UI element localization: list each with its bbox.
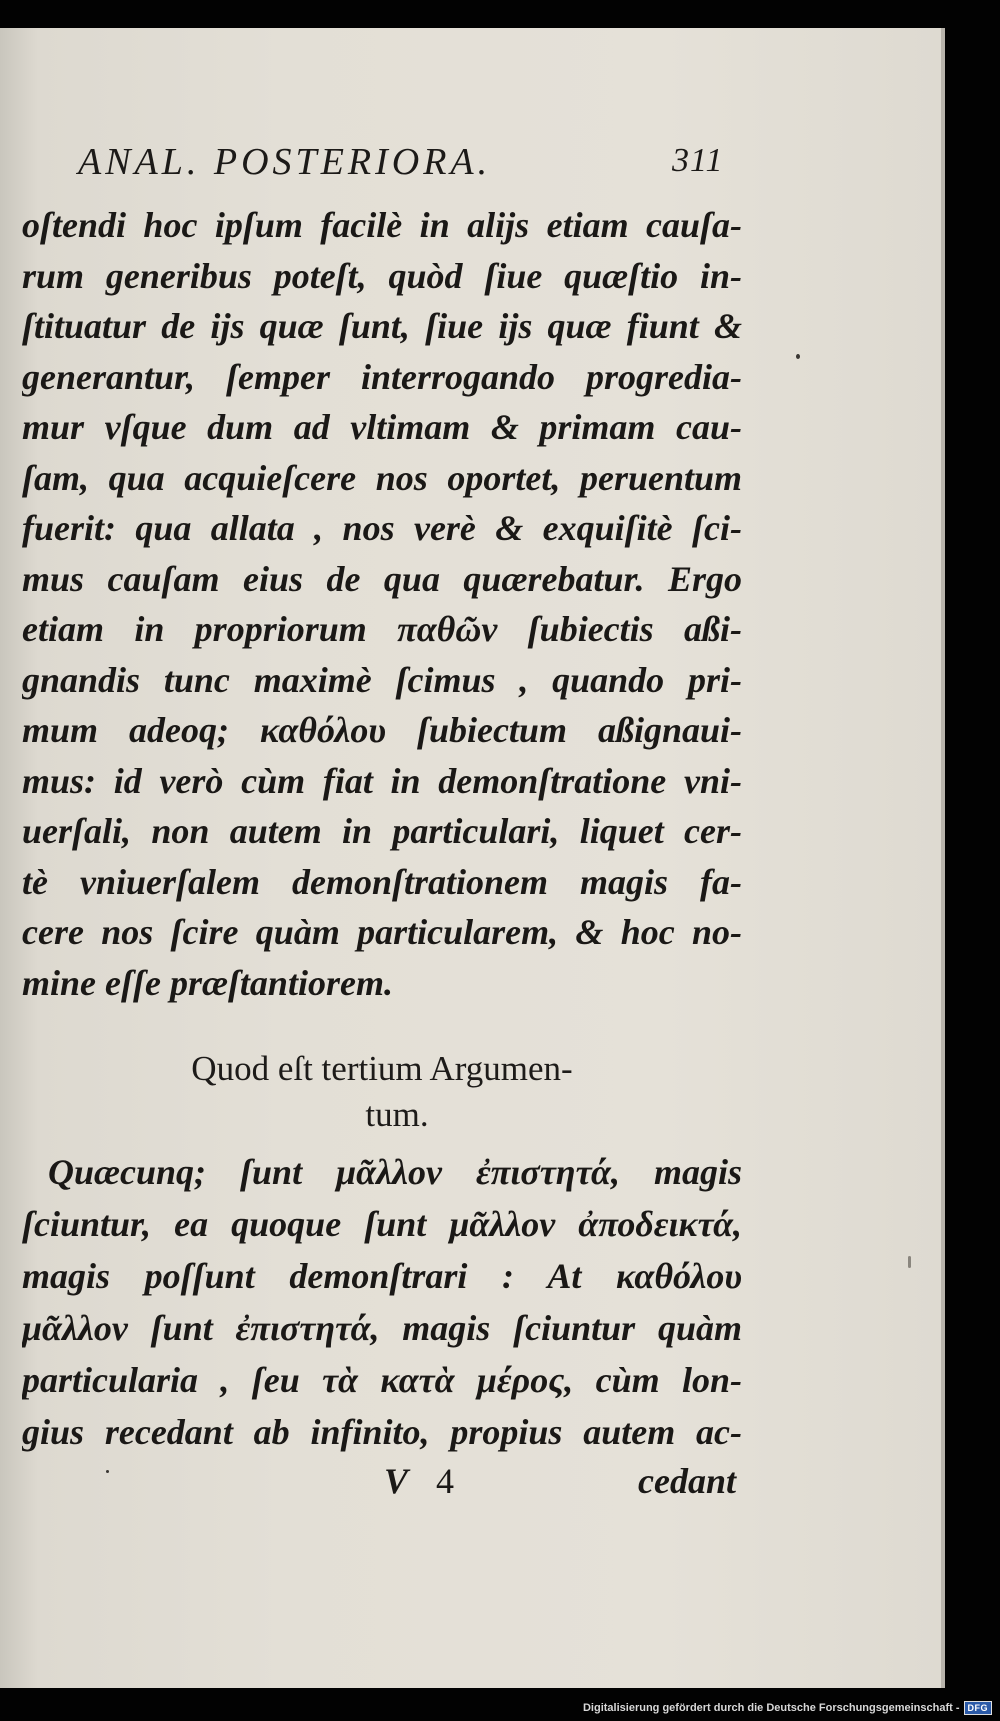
credit-text: Digitalisierung gefördert durch die Deutsche Forschungsgemeinschaft - <box>582 1702 960 1714</box>
signature-letter: V <box>384 1461 409 1501</box>
text-line: particularia , ſeu τὰ κατὰ μέρος, cùm lon- <box>22 1360 742 1400</box>
text-line: rum generibus poteſt, quòd ſiue quæſtio in- <box>22 255 742 296</box>
running-head-title: ANAL. POSTERIORA. <box>78 141 492 183</box>
text-line: ſtituatur de ijs quæ ſunt, ſiue ijs quæ fiunt & <box>22 306 742 346</box>
text-line: gius recedant ab infinito, propius autem ac- <box>22 1412 742 1452</box>
text-line: cere nos ſcire quàm particularem, & hoc no- <box>22 912 742 952</box>
text-line: Quæcunq; ſunt μᾶλλον ἐπιστητά, magis <box>48 1152 742 1192</box>
text-line: mur vſque dum ad vltimam & primam cau- <box>22 407 742 447</box>
catchword: cedant <box>638 1461 736 1501</box>
paper-speck <box>908 1256 911 1268</box>
paper-speck <box>796 354 800 359</box>
text-line: μᾶλλον ſunt ἐπιστητά, magis ſciuntur quàm <box>22 1308 742 1348</box>
text-line: mine eſſe præſtantiorem. <box>22 962 393 1003</box>
text-line: fuerit: qua allata , nos verè & exquiſitè ſci- <box>22 508 742 548</box>
text-line: tè vniuerſalem demonſtrationem magis fa- <box>22 861 742 902</box>
page-number: 311 <box>672 142 724 179</box>
text-line: mus cauſam eius de qua quærebatur. Ergo <box>22 558 742 599</box>
section-heading-line: tum. <box>365 1095 429 1134</box>
signature-number: 4 <box>436 1461 455 1501</box>
text-line: etiam in propriorum παθῶν ſubiectis aßi- <box>22 609 742 649</box>
text-line: mum adeoq; καθόλου ſubiectum aßignaui- <box>22 710 742 750</box>
main-text-block <box>22 200 742 1008</box>
text-line: oſtendi hoc ipſum facilè in alijs etiam cauſa- <box>22 205 742 245</box>
text-line: magis poſſunt demonſtrari : At καθόλου <box>22 1256 742 1296</box>
signature-mark <box>384 1460 454 1502</box>
text-line: generantur, ſemper interrogando progredia- <box>22 356 742 397</box>
book-page <box>0 28 945 1688</box>
digitization-credit <box>583 1698 992 1718</box>
text-line: ſam, qua acquieſcere nos oportet, peruentum <box>22 457 742 498</box>
dfg-logo: DFG <box>964 1701 993 1715</box>
section-heading <box>22 1046 742 1138</box>
text-line: uerſali, non autem in particulari, liquet cer- <box>22 811 742 851</box>
text-line: mus: id verò cùm fiat in demonſtratione vni- <box>22 760 742 801</box>
section-heading-line: Quod eſt tertium Argumen- <box>191 1049 573 1088</box>
paper-speck <box>106 1470 109 1473</box>
page-footer <box>22 1460 742 1510</box>
text-line: ſciuntur, ea quoque ſunt μᾶλλον ἀποδεικτά, <box>22 1204 742 1244</box>
second-paragraph <box>22 1146 742 1458</box>
running-head <box>78 140 728 190</box>
text-line: gnandis tunc maximè ſcimus , quando pri- <box>22 659 742 700</box>
